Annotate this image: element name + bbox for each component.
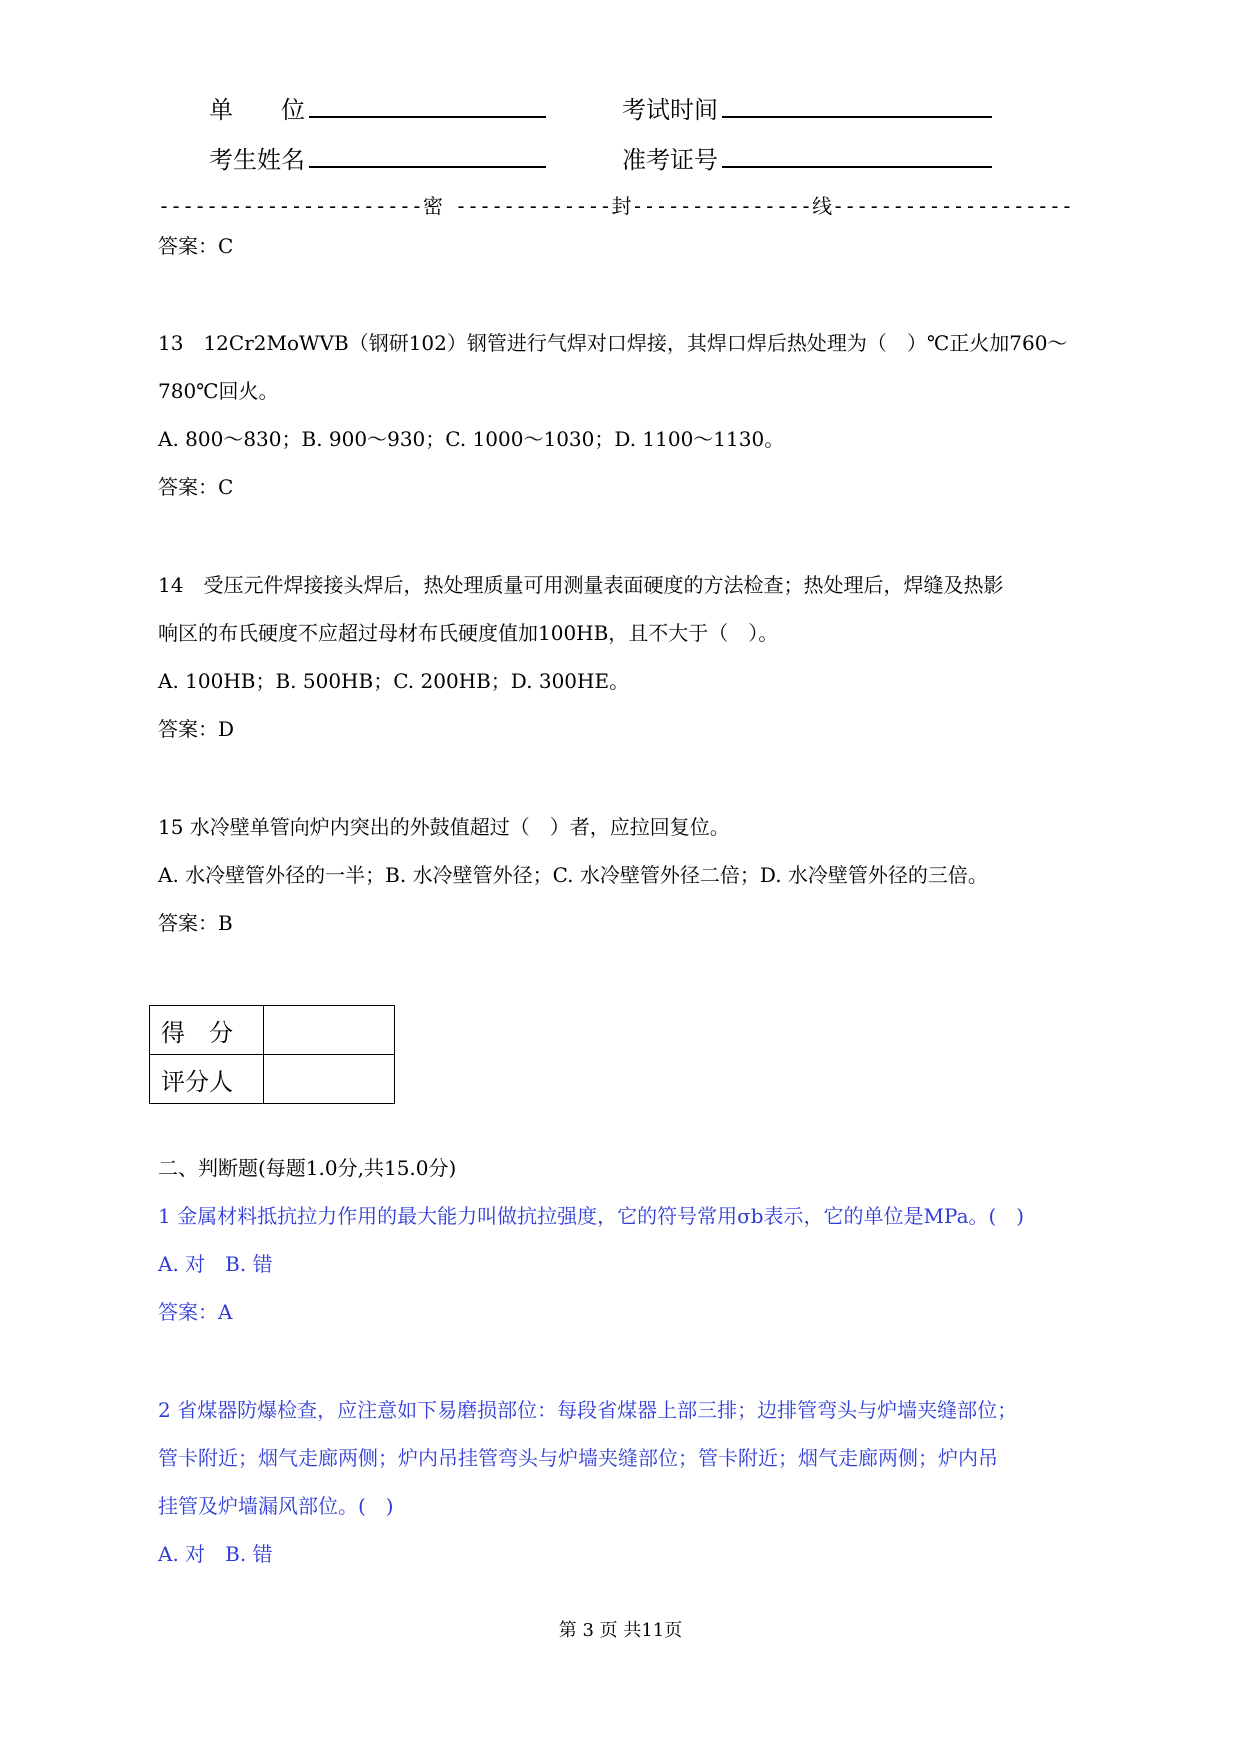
question-14-options: A. 100HB；B. 500HB；C. 200HB；D. 300HE。 [158,669,630,693]
exam-time-label: 考试时间 [622,96,718,124]
judge-question-1-options: A. 对 B. 错 [158,1252,273,1276]
seal-line: ----------------------密 -------------封---------------线-------------------- [158,194,1073,218]
answer-13: 答案：C [158,475,234,499]
question-13-line1: 13 12Cr2MoWVB（钢研102）钢管进行气焊对口焊接，其焊口焊后热处理为（ ）℃正火加760～ [158,331,1068,355]
answer-15: 答案：B [158,911,233,935]
name-field[interactable] [309,166,546,168]
question-14-line1: 14 受压元件焊接接头焊后，热处理质量可用测量表面硬度的方法检查；热处理后，焊缝及热影 [158,573,1004,597]
answer-12: 答案：C [158,234,234,258]
grader-row [150,1055,395,1104]
score-row [150,1006,395,1055]
score-label: 得 分 [150,1006,264,1055]
exam-time-field[interactable] [722,116,992,118]
judge-question-2-line2: 管卡附近；烟气走廊两侧；炉内吊挂管弯头与炉墙夹缝部位；管卡附近；烟气走廊两侧；炉内吊 [158,1446,998,1470]
score-cell[interactable] [264,1006,395,1055]
judge-question-1: 1 金属材料抵抗拉力作用的最大能力叫做抗拉强度，它的符号常用σb表示，它的单位是MPa。( ) [158,1204,1025,1228]
judge-question-2-line3: 挂管及炉墙漏风部位。( ) [158,1494,394,1518]
section2-title: 二、判断题(每题1.0分,共15.0分) [158,1156,457,1180]
grader-label: 评分人 [150,1055,264,1104]
answer-14: 答案：D [158,717,235,741]
unit-field[interactable] [309,116,546,118]
judge-question-2-line1: 2 省煤器防爆检查，应注意如下易磨损部位：每段省煤器上部三排；边排管弯头与炉墙夹缝部位； [158,1398,1018,1422]
score-table [149,1005,395,1104]
question-14-line2: 响区的布氏硬度不应超过母材布氏硬度值加100HB，且不大于（ ）。 [158,621,779,645]
question-13-options: A. 800～830；B. 900～930；C. 1000～1030；D. 1100～1130。 [158,427,785,451]
question-13-line2: 780℃回火。 [158,379,279,403]
judge-answer-1: 答案：A [158,1300,233,1324]
ticket-field[interactable] [722,166,992,168]
question-15-options: A. 水冷壁管外径的一半；B. 水冷壁管外径；C. 水冷壁管外径二倍；D. 水冷壁管外径的三倍。 [158,863,988,887]
grader-cell[interactable] [264,1055,395,1104]
judge-question-2-options: A. 对 B. 错 [158,1542,273,1566]
ticket-label: 准考证号 [622,146,718,174]
question-15-line1: 15 水冷壁单管向炉内突出的外鼓值超过（ ）者，应拉回复位。 [158,815,730,839]
page-number: 第 3 页 共11页 [558,1620,683,1641]
name-label: 考生姓名 [209,146,305,174]
unit-label: 单 位 [209,96,305,124]
